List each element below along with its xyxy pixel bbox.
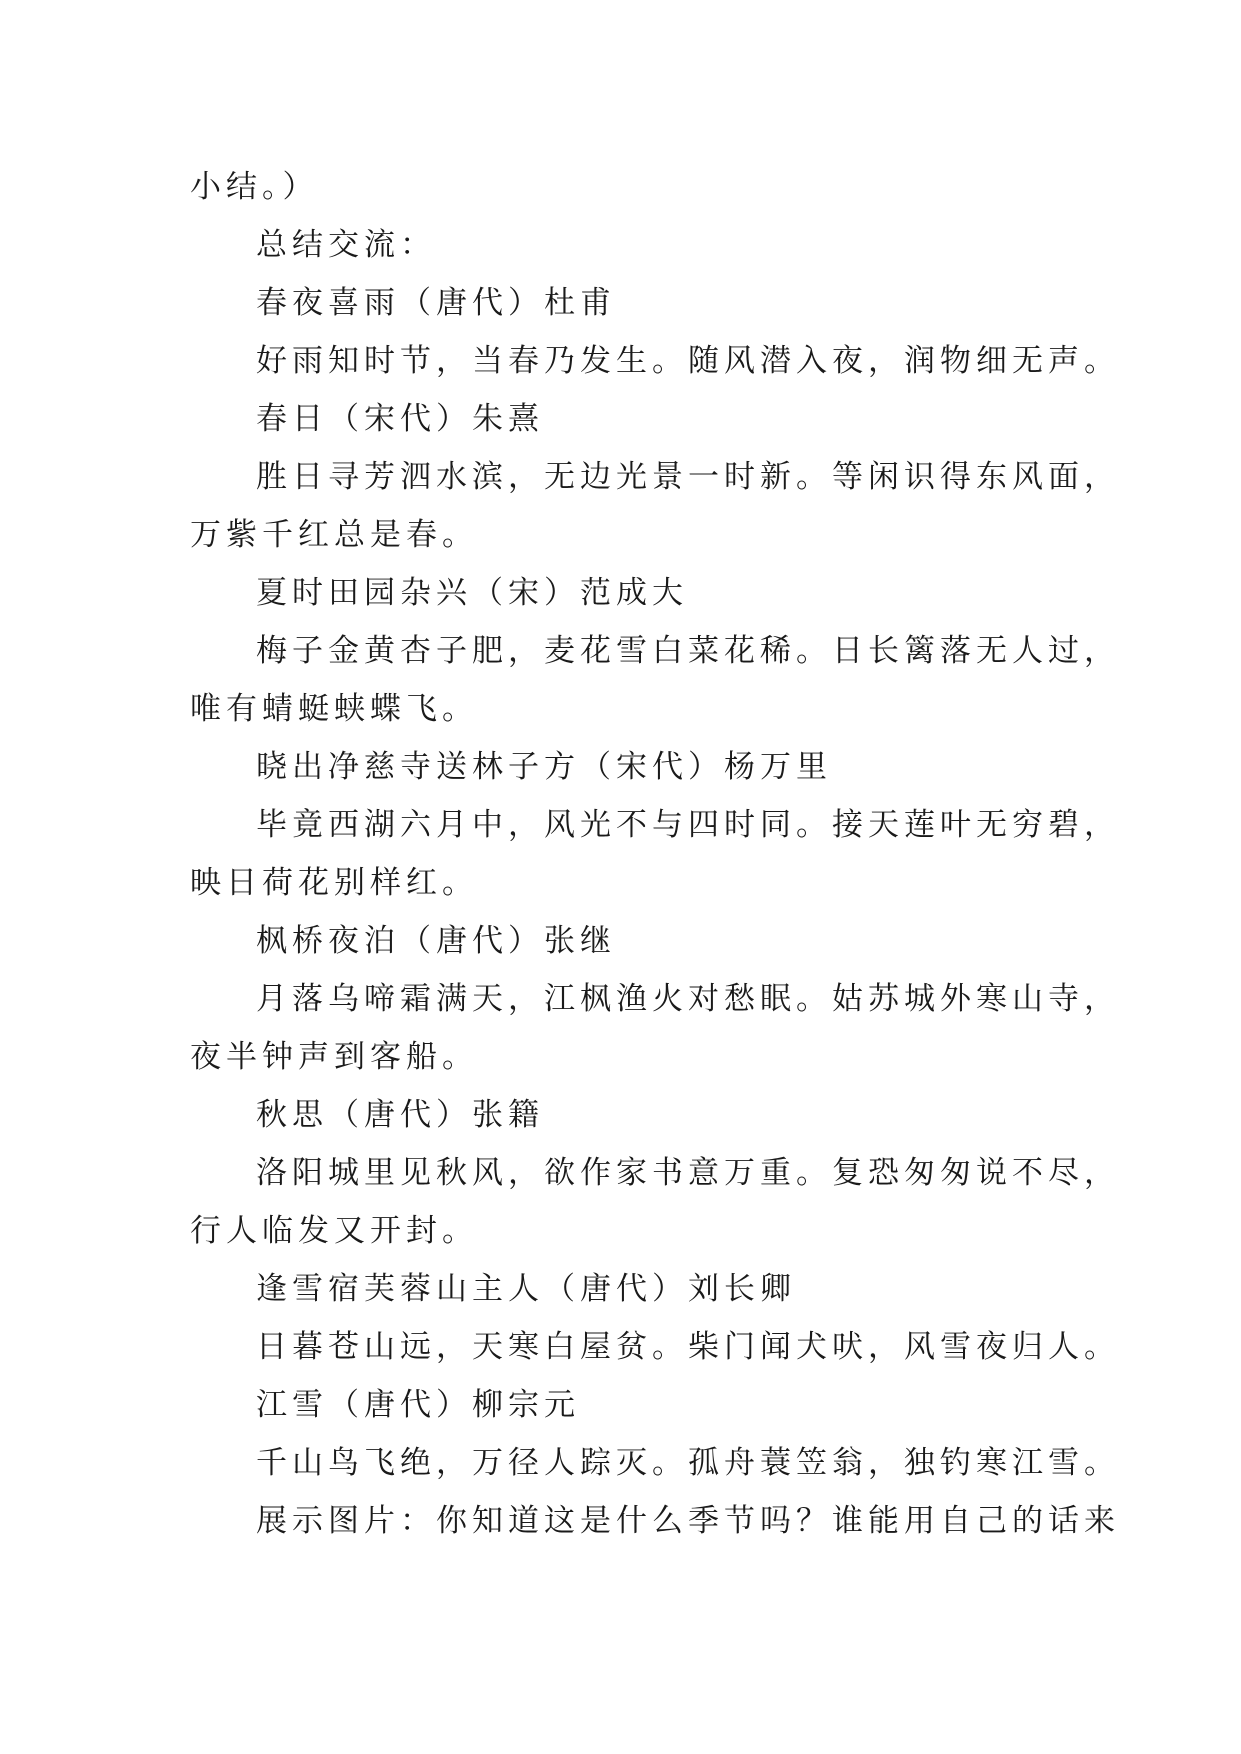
text-line: 夜半钟声到客船。 bbox=[190, 1039, 478, 1075]
text-line: 胜日寻芳泗水滨，无边光景一时新。等闲识得东风面， bbox=[256, 459, 1120, 495]
text-line: 唯有蜻蜓蛱蝶飞。 bbox=[190, 691, 478, 727]
text-line: 春夜喜雨（唐代）杜甫 bbox=[256, 285, 616, 321]
text-line: 展示图片：你知道这是什么季节吗？谁能用自己的话来 bbox=[256, 1503, 1120, 1539]
text-line: 月落乌啼霜满天，江枫渔火对愁眠。姑苏城外寒山寺， bbox=[256, 981, 1120, 1017]
text-line: 春日（宋代）朱熹 bbox=[256, 401, 544, 437]
text-line: 秋思（唐代）张籍 bbox=[256, 1097, 544, 1133]
text-line: 好雨知时节，当春乃发生。随风潜入夜，润物细无声。 bbox=[256, 343, 1120, 379]
text-line: 枫桥夜泊（唐代）张继 bbox=[256, 923, 616, 959]
text-line: 梅子金黄杏子肥，麦花雪白菜花稀。日长篱落无人过， bbox=[256, 633, 1120, 669]
text-line: 千山鸟飞绝，万径人踪灭。孤舟蓑笠翁，独钓寒江雪。 bbox=[256, 1445, 1120, 1481]
text-line: 总结交流： bbox=[256, 227, 436, 263]
text-line: 小结。） bbox=[190, 169, 319, 205]
text-line: 逢雪宿芙蓉山主人（唐代）刘长卿 bbox=[256, 1271, 796, 1307]
text-line: 映日荷花别样红。 bbox=[190, 865, 478, 901]
document-body bbox=[190, 158, 1120, 1550]
text-line: 江雪（唐代）柳宗元 bbox=[256, 1387, 580, 1423]
text-line: 毕竟西湖六月中，风光不与四时同。接天莲叶无穷碧， bbox=[256, 807, 1120, 843]
text-line: 洛阳城里见秋风，欲作家书意万重。复恐匆匆说不尽， bbox=[256, 1155, 1120, 1191]
text-line: 日暮苍山远，天寒白屋贫。柴门闻犬吠，风雪夜归人。 bbox=[256, 1329, 1120, 1365]
text-line: 夏时田园杂兴（宋）范成大 bbox=[256, 575, 688, 611]
text-line: 万紫千红总是春。 bbox=[190, 517, 478, 553]
text-line: 行人临发又开封。 bbox=[190, 1213, 478, 1249]
text-line: 晓出净慈寺送林子方（宋代）杨万里 bbox=[256, 749, 832, 785]
